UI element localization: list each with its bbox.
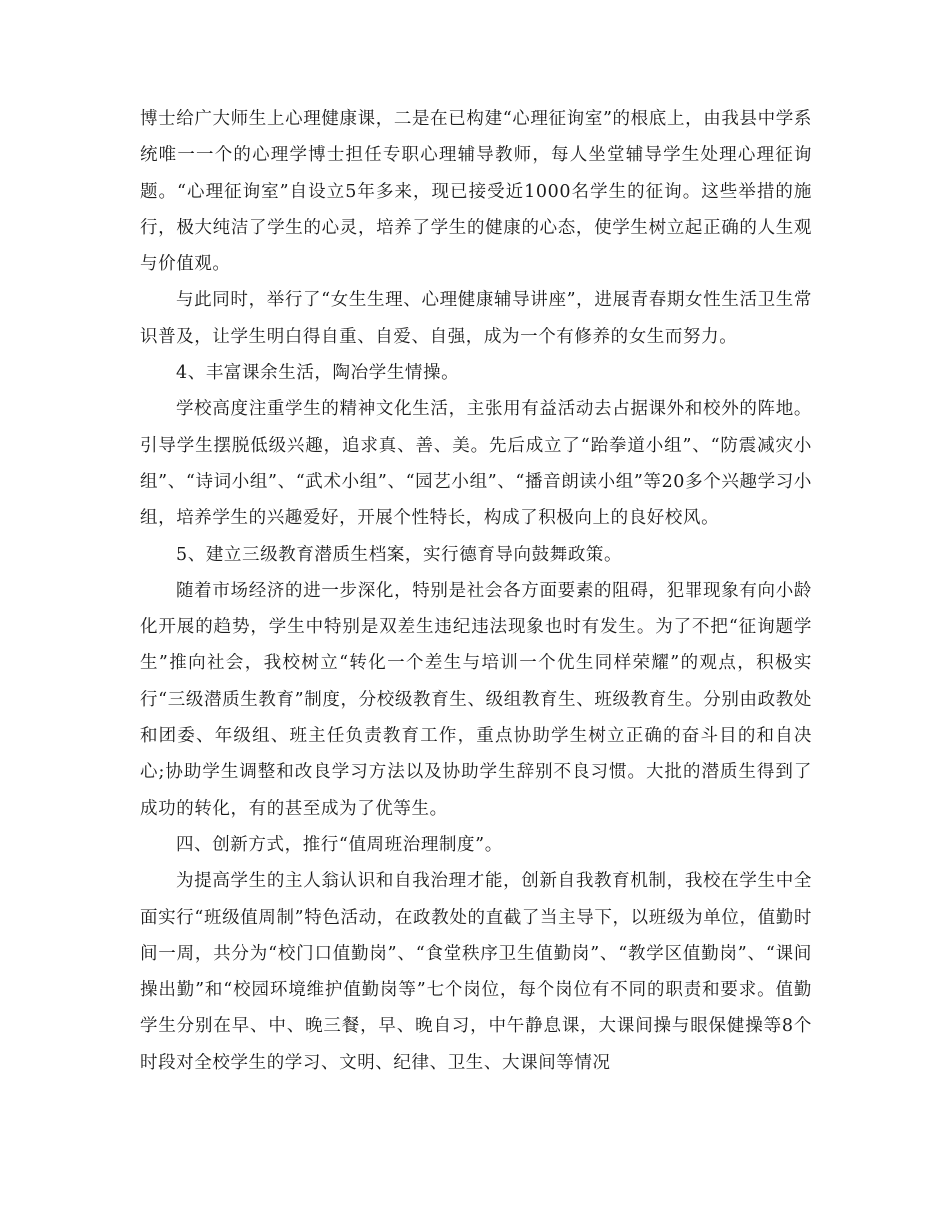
section-heading-extracurricular: 4、丰富课余生活，陶冶学生情操。 bbox=[176, 363, 460, 384]
section-heading-duty-class: 四、创新方式，推行“值周班治理制度”。 bbox=[176, 834, 503, 855]
paragraph-duty-week-system: 为提高学生的主人翁认识和自我治理才能，创新自我教育机制，我校在学生中全面实行“班级值周制”特色活动，在政教处的直截了当主导下，以班级为单位，值勤时间一周，共分为“校门口值勤岗”、“食堂秩序卫生值勤岗”、“教学区值勤岗”、“课间操出勤”和“校园环境维护值勤岗等”七个岗位，每个岗位有不同的职责和要求。值勤学生分别在早、中、晚三餐，早、晚自习，中午静息课，大课间操与眼保健操等8个时段对全校学生的学习、文明、纪律、卫生、大课间等情况 bbox=[140, 871, 812, 1073]
paragraph-counseling-room: 博士给广大师生上心理健康课，二是在已构建“心理征询室”的根底上，由我县中学系统唯一一个的心理学博士担任专职心理辅导教师，每人坐堂辅导学生处理心理征询题。“心理征询室”自设立5年多来，现已接受近1000名学生的征询。这些举措的施行，极大纯洁了学生的心灵，培养了学生的健康的心态，使学生树立起正确的人生观与价值观。 bbox=[140, 109, 812, 275]
document-body bbox=[140, 101, 812, 1081]
paragraph-three-level-education: 随着市场经济的进一步深化，特别是社会各方面要素的阻碍，犯罪现象有向小龄化开展的趋势，学生中特别是双差生违纪违法现象也时有发生。为了不把“征询题学生”推向社会，我校树立“转化一个差生与培训一个优生同样荣耀”的观点，积极实行“三级潜质生教育”制度，分校级教育生、级组教育生、班级教育生。分别由政教处和团委、年级组、班主任负责教育工作，重点协助学生树立正确的奋斗目的和自决心;协助学生调整和改良学习方法以及协助学生辞别不良习惯。大批的潜质生得到了成功的转化，有的甚至成为了优等生。 bbox=[140, 580, 812, 819]
section-heading-potential-students: 5、建立三级教育潜质生档案，实行德育导向鼓舞政策。 bbox=[176, 544, 623, 565]
paragraph-interest-groups: 学校高度注重学生的精神文化生活，主张用有益活动去占据课外和校外的阵地。引导学生摆脱低级兴趣，追求真、善、美。先后成立了“跆拳道小组”、“防震减灾小组”、“诗词小组”、“武术小组”、“园艺小组”、“播音朗读小组”等20多个兴趣学习小组，培养学生的兴趣爱好，开展个性特长，构成了积极向上的良好校风。 bbox=[140, 399, 812, 529]
paragraph-girls-health-lecture: 与此同时，举行了“女生生理、心理健康辅导讲座”，进展青春期女性生活卫生常识普及，让学生明白得自重、自爱、自强，成为一个有修养的女生而努力。 bbox=[140, 290, 812, 347]
